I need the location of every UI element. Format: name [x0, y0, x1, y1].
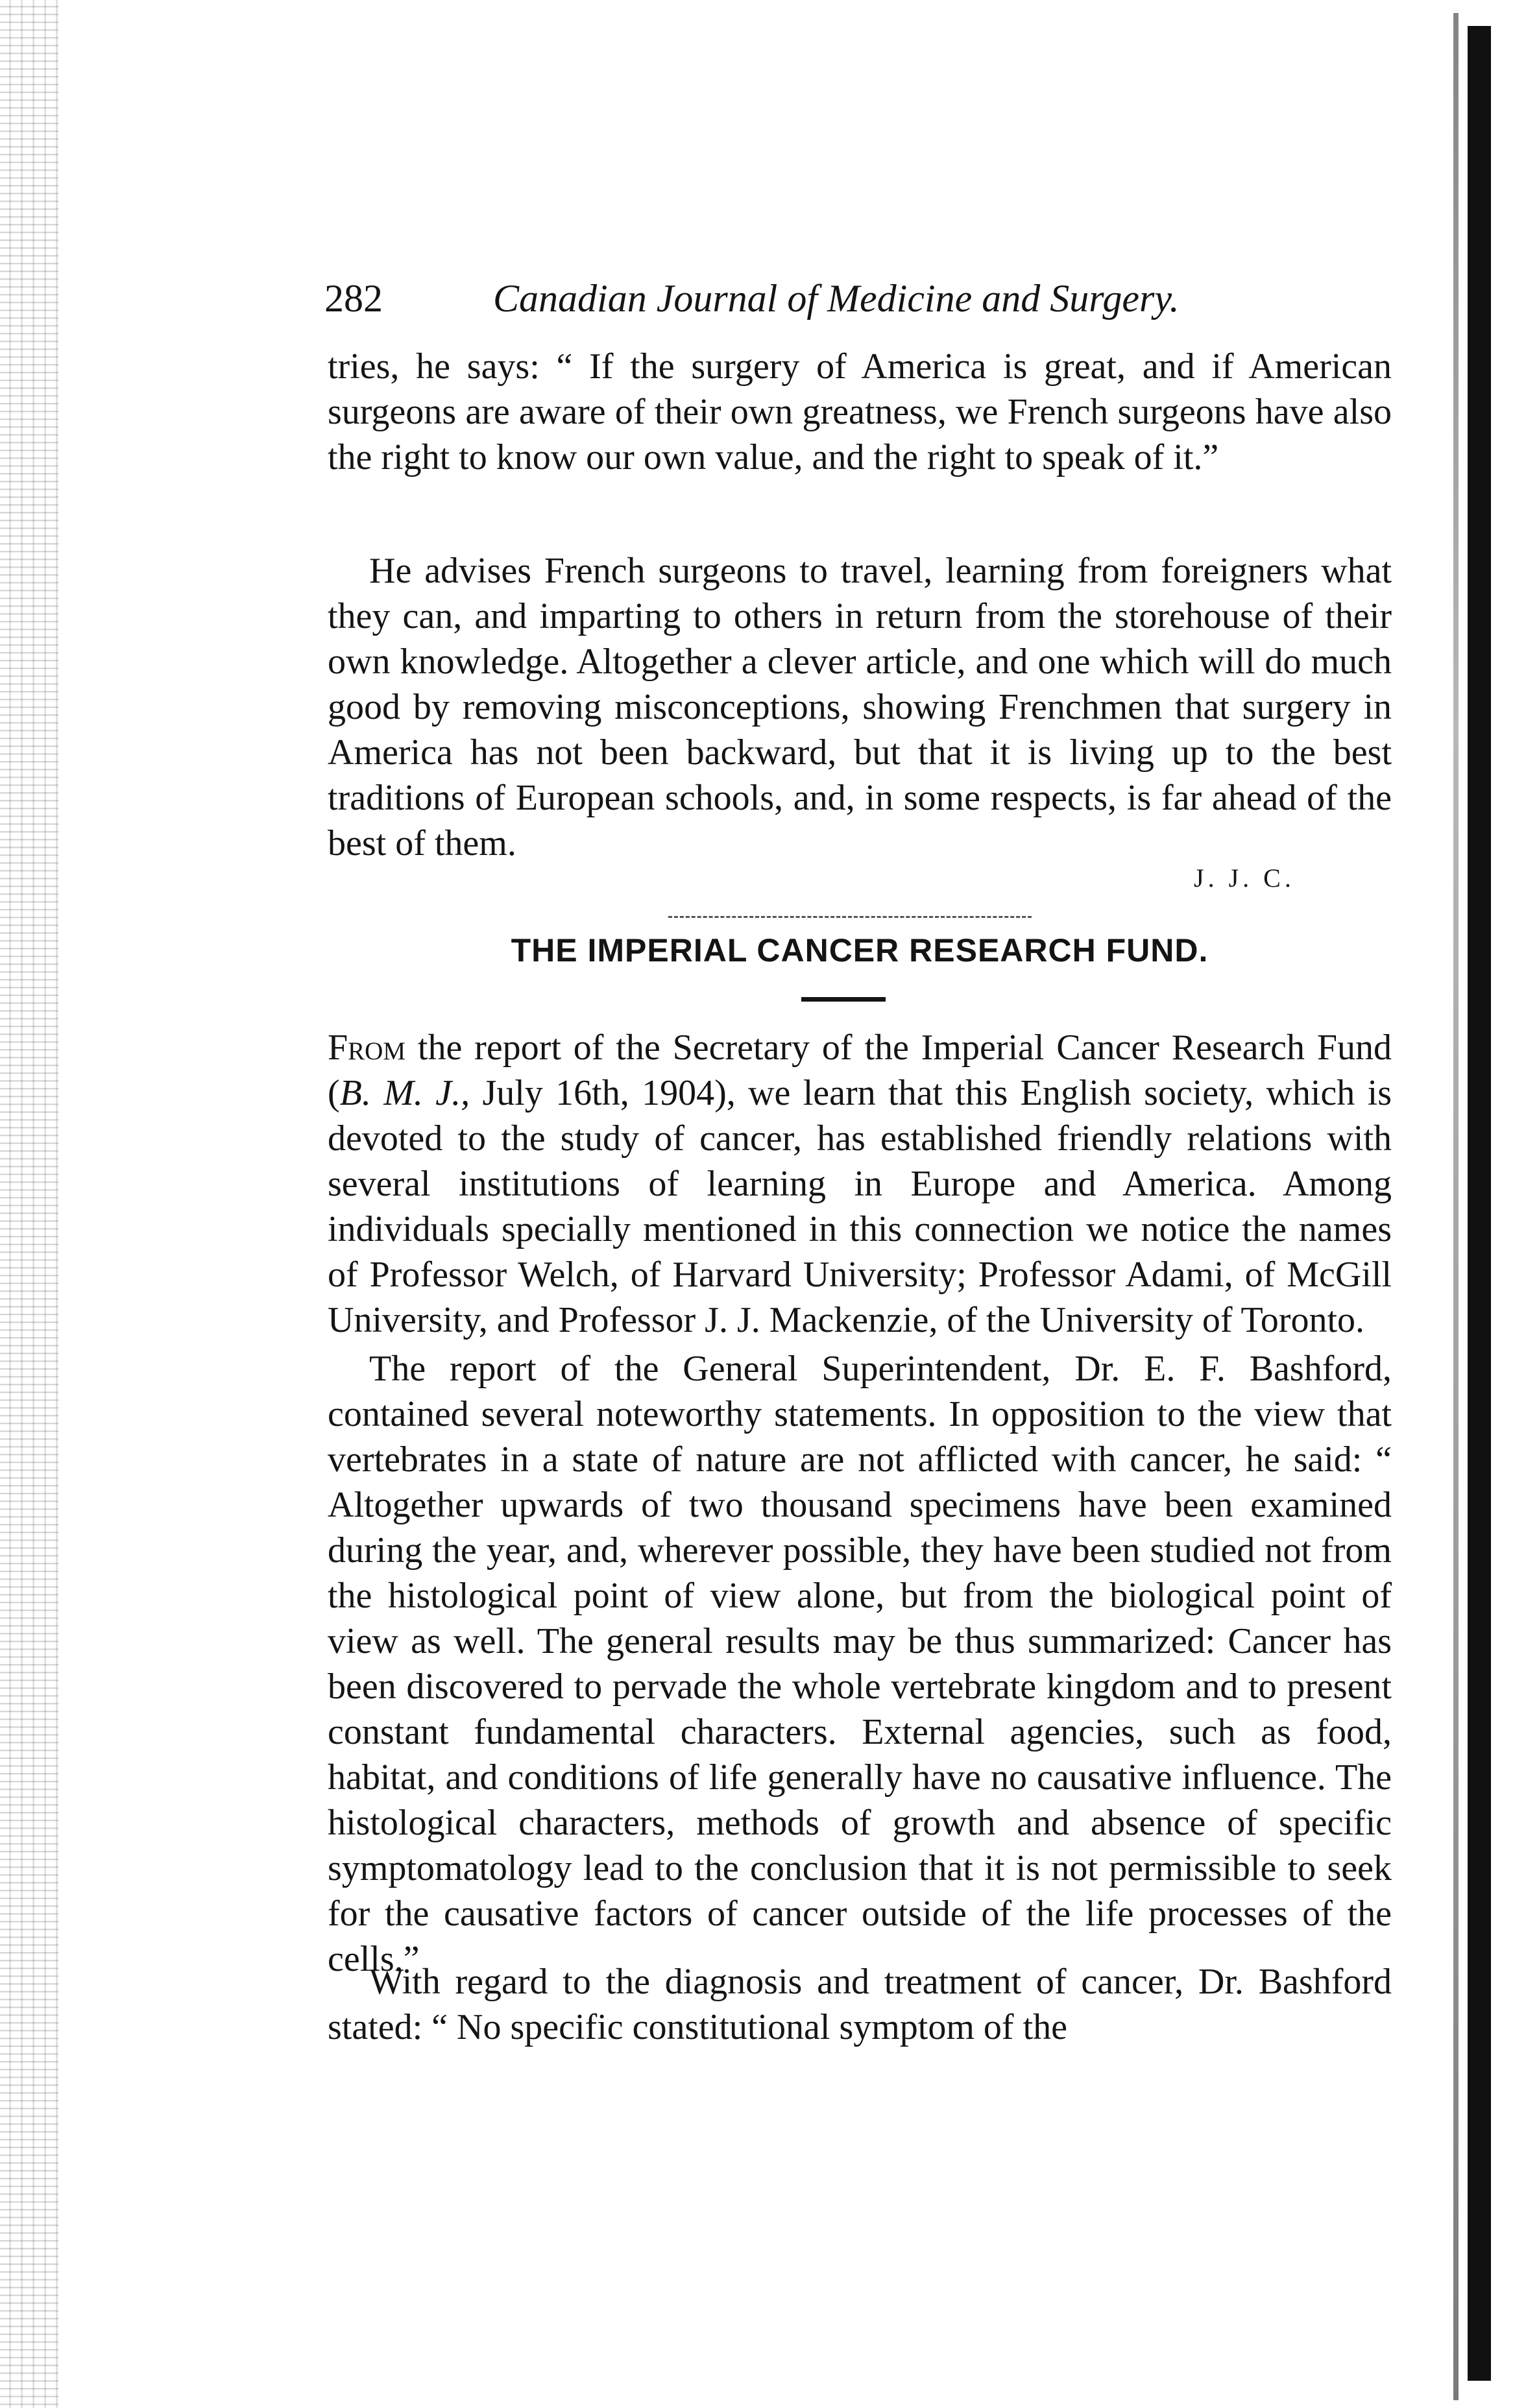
paragraph-report: The report of the General Superintendent, Dr. E. F. Bashford, contained several noteworthy statements. In opposition to the view that vertebrates in a state of nature are not afflicted with cancer, he said: “ Altogether upwards of two thousand specimens have been examined during the year, and, wherever possible, they have been studied not from the histological point of view alone, but from the biological point of view as well. The general results may be thus summarized: Cancer has been discovered to pervade the whole vertebrate kingdom and to present constant fundamental characters. External agencies, such as food, habitat, and conditions of life generally have no causative influence. The histological characters, methods of growth and absence of specific symptomatology lead to the conclusion that it is not permissible to seek for the causative factors of cancer outside of the life processes of the cells.” [328, 1349, 1392, 1979]
running-header [324, 272, 1395, 324]
lead-word: From [328, 1028, 406, 1068]
heading-rule [801, 997, 886, 1002]
article-closing [328, 548, 1392, 866]
intro-text-b: July 16th, 1904), we learn that this English society, which is devoted to the study of cancer, has established friendly relations with several institutions of learning in Europe and America. Among individuals specially mentioned in this connection we notice the names of Professor Welch, of Harvard University; Professor Adami, of McGill University, and Professor J. J. Mackenzie, of the University of Toronto. [328, 1073, 1392, 1340]
section-divider [668, 916, 1032, 918]
paragraph-quote: tries, he says: “ If the surgery of America is great, and if American surgeons are aware of their own greatness, we French surgeons have also the right to know our own value, and the right to speak of it.” [328, 346, 1392, 477]
journal-citation: B. M. J., [339, 1073, 470, 1113]
section-heading: THE IMPERIAL CANCER RESEARCH FUND. [511, 932, 1209, 969]
diagnosis-section [328, 1959, 1392, 2050]
paragraph-diagnosis: With regard to the diagnosis and treatment of cancer, Dr. Bashford stated: “ No specific constitutional symptom of the [328, 1962, 1392, 2047]
journal-title: Canadian Journal of Medicine and Surgery. [493, 277, 1180, 320]
scan-shadow-left-edge [0, 0, 58, 2408]
scan-shadow-right-inner [1453, 13, 1459, 2400]
scan-shadow-right-edge [1468, 26, 1491, 2381]
intro-text-a: the report of the Secretary of the Imperial Cancer Research Fund ( [328, 1028, 1392, 1113]
paragraph-closing: He advises French surgeons to travel, learning from foreigners what they can, and imparting to others in return from the storehouse of their own knowledge. Altogether a clever article, and one which will do much good by removing misconceptions, showing Frenchmen that surgery in America has not been backward, but that it is living up to the best traditions of European schools, and, in some respects, is far ahead of the best of them. [328, 551, 1392, 863]
article-continuation [328, 344, 1392, 480]
section-intro [328, 1025, 1392, 1343]
superintendent-report [328, 1346, 1392, 1982]
page-number: 282 [324, 277, 383, 320]
paragraph-intro [328, 1025, 1392, 1343]
author-initials: J. J. C. [1194, 863, 1295, 893]
